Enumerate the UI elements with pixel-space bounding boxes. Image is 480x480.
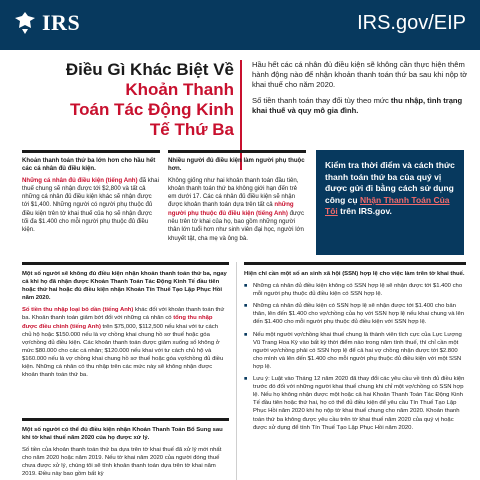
ssn-list [244,282,466,432]
section-heading: Khoản thanh toán thứ ba lớn hơn cho hầu hết các cá nhân đủ điều kiện. [22,157,156,173]
section-text: khác đối với khoản thanh toán thứ ba. Khoản thanh toán giảm bớt đối với những cá nhân có [22,307,225,322]
title-line-4: Tế Thứ Ba [149,120,234,139]
get-my-payment-link[interactable]: Nhận Thanh Toán Của Tôi [325,194,450,216]
list-item: ■ Những cá nhân đủ điều kiện không có SSN hợp lệ sẽ nhận được tới $1.400 cho mỗi người phụ thuộc đủ điều kiện có SSN hợp lệ. [244,282,466,298]
section-body [22,177,160,235]
intro-text [252,60,470,122]
intro-p2-bold: thu nhập, tình trạng khai thuế và quy mô gia đình. [252,96,463,115]
dependents-section [168,150,306,243]
header-bar [0,0,480,50]
title-line-2: Khoản Thanh [125,80,234,99]
section-text-2: trên $75,000, $112,500 nếu khai với tư cách chủ hộ hoặc $150.000 nếu là vợ chồng khai chung hồ sơ thuế hoặc góa vợ/chồng đủ điều kiện. Các khoản thanh toán được giảm xuống số không ở mức $80.000 cho các cá nhân; $120.000 nếu khai với tư cách chủ hộ và $160.000 nếu là vợ chồng khai chung hồ sơ thuế hoặc góa vợ/chồng đủ điều kiện. Những cá nhân có thu nhập trên các mức này sẽ không nhận được khoản thanh toán thứ ba. [22,323,224,379]
eligible-individuals-link[interactable]: Những cá nhân đủ điều kiện (tiếng Anh) [22,176,138,184]
title-line-3: Toán Tác Động Kinh [69,100,234,119]
section-text: đã khai thuế chung sẽ nhận được tới $2,800 và tất cả những cá nhân đủ điều kiện khác sẽ nhận được tới $1,400. Những người có người phụ thuộc đủ điều kiện trên tờ khai thuế của họ sẽ nhận được tối đa $1.400 cho mỗi người phụ thuộc đủ điều kiện. [22,176,159,234]
column-divider [236,262,237,480]
page-title [24,60,234,140]
section-body [22,306,229,379]
section-heading: Nhiều người đủ điều kiện làm người phụ thuộc hơn. [168,157,305,173]
list-item: ■ Nếu một người vợ/chồng khai thuế chung là thành viên tích cực của Lực Lượng Vũ Trang Hoa Kỳ vào bất kỳ thời điểm nào trong năm tính thuế, thì chỉ cần một người vợ/chồng phải có SSN hợp lệ để cả hai vợ chồng nhận được tới $2.800 cho mình và lên đến $1.400 cho mỗi người phụ thuộc đủ điều kiện với một SSN hợp lệ. [244,331,466,371]
section-text-2: được nêu trên tờ khai của họ, bao gồm những người thân lớn tuổi hơn như sinh viên đại học, người lớn khuyết tật, cha mẹ và ông bà. [168,209,305,242]
irs-logo[interactable] [12,10,80,36]
list-item: ■ Lưu ý: Luật vào Tháng 12 năm 2020 đã thay đổi các yêu cầu về tình đủ điều kiện trước đó đối với những người khai thuế chung khi chỉ một vợ/chồng có SSN hợp lệ. Nếu họ không nhận được một hoặc cả hai Khoản Thanh Toán Tác Động Kinh Tế đầu tiên hoặc thứ hai, họ có thể đủ điều kiện để yêu cầu Tín Thuế Tạo Lập Phục Hồi năm 2020 khi họ nộp tờ khai thuế chung cho năm 2020. Khoản thanh toán thứ ba không được yêu cầu trên tờ khai thuế năm 2020 của quý vị hoặc được sử dụng để tính Tín Thuế Tạo Lập Phục Hồi năm 2020. [244,375,466,432]
eagle-icon [12,10,38,36]
section-heading: Hiện chỉ cần một số an sinh xã hội (SSN) hợp lệ cho việc làm trên tờ khai thuế. [244,271,465,277]
section-heading: Một số người có thể đủ điều kiện nhận Khoản Thanh Toán Bổ Sung sau khi tờ khai thuế năm 2020 của họ được xử lý. [22,427,223,442]
supplemental-payment-section [22,418,229,480]
callout-text: Kiểm tra thời điểm và cách thức thanh toán thứ ba của quý vị được gửi đi bằng cách sử dụng công cụ [325,160,455,205]
intro-paragraph-2 [252,96,470,116]
intro-paragraph-1: Hầu hết các cá nhân đủ điều kiện sẽ không cần thực hiện thêm hành động nào để nhận khoản thanh toán thứ ba sau khi nộp tờ khai thuế cho năm 2020. [252,60,468,89]
callout-text-end: trên IRS.gov. [337,206,392,216]
title-line-1: Điều Gì Khác Biệt Về [65,60,234,79]
section-body [168,177,306,243]
larger-payment-section [22,150,160,235]
agi-link[interactable]: tổng thu nhập được điều chỉnh (tiếng Anh) [22,315,213,330]
section-body: Số tiền của khoản thanh toán thứ ba dựa trên tờ khai thuế đã xử lý mới nhất cho năm 2020 hoặc năm 2019. Nếu tờ khai năm 2020 của người đóng thuế chưa được xử lý, chúng tôi sẽ tính khoản thanh toán dựa trên tờ khai năm 2019. Điều này bao gồm bất kỳ [22,447,222,478]
section-text: Không giống như hai khoản thanh toán đầu tiên, khoản thanh toán thứ ba không giới hạn đến trẻ em dưới 17. Các cá nhân đủ điều kiện sẽ nhận được khoản thanh toán dựa trên tất cả [168,176,299,209]
phase-out-link[interactable]: Số tiền thu nhập loại bỏ dần (tiếng Anh) [22,307,134,314]
site-url-link[interactable]: IRS.gov/EIP [357,12,466,34]
list-item: ■ Những cá nhân đủ điều kiện có SSN hợp lệ sẽ nhận được tới $1.400 cho bản thân, lên đến $1.400 cho vợ/chồng của họ với SSN hợp lệ nếu khai chung và lên đến $1.400 cho mỗi người phụ thuộc đủ điều kiện với SSN hợp lệ. [244,302,466,326]
section-heading: Một số người sẽ không đủ điều kiện nhận khoản thanh toán thứ ba, ngay cả khi họ đã nhận được Khoản Thanh Toán Tác Động Kinh Tế đầu tiên hoặc thứ hai hoặc đủ điều kiện nhận Khoản Tín Thuế Tạo Lập Phục Hồi năm 2020. [22,271,227,302]
qualifying-dependents-link[interactable]: những người phụ thuộc đủ điều kiện (tiếng Anh) [168,201,294,217]
ssn-section [244,262,466,436]
logo-text: IRS [42,10,81,35]
get-my-payment-callout [316,150,464,255]
not-eligible-section [22,262,229,383]
intro-p2-start: Số tiền thanh toán thay đổi tùy theo mức [252,96,391,105]
